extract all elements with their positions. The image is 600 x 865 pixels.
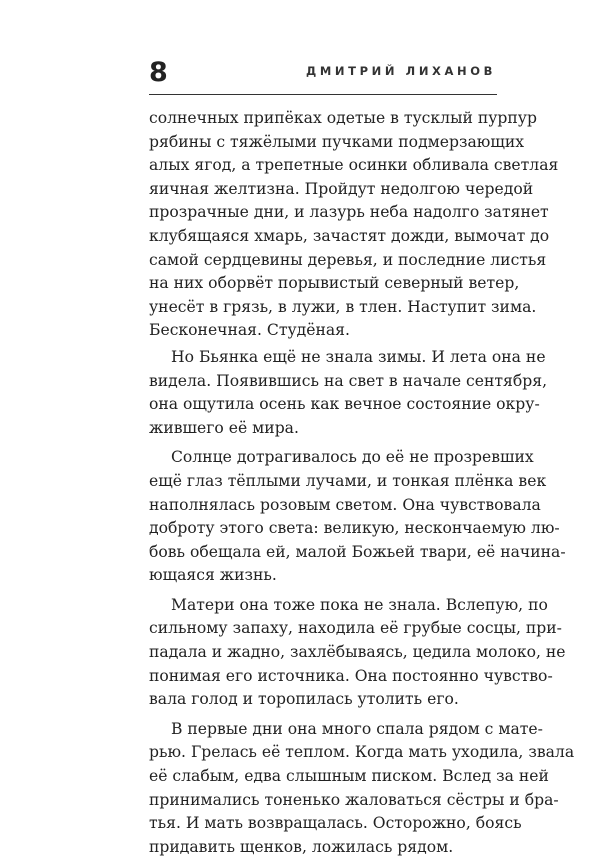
text-line: падала и жадно, захлёбываясь, цедила молоко, не — [149, 643, 566, 662]
text-line: жившего её мира. — [149, 418, 299, 437]
paragraph — [149, 718, 575, 860]
text-line: солнечных припёках одетые в тусклый пурпур — [149, 109, 537, 127]
text-line: на них оборвёт порывистый северный ветер, — [149, 274, 520, 293]
text-line: В первые дни она много спала рядом с мате- — [171, 719, 543, 738]
text-line: Бесконечная. Студёная. — [149, 321, 350, 340]
text-line: рью. Грелась её теплом. Когда мать уходила, звала — [149, 743, 575, 762]
text-line: прозрачные дни, и лазурь неба надолго затянет — [149, 203, 549, 222]
text-line: рябины с тяжёлыми пучками подмерзающих — [149, 132, 525, 151]
text-line: клубящаяся хмарь, зачастят дожди, вымочат до — [149, 226, 550, 245]
text-line: Солнце дотрагивалось до её не прозревших — [171, 448, 534, 467]
text-line: придавить щенков, ложилась рядом. — [149, 837, 454, 856]
text-line: самой сердцевины деревья, и последние листья — [149, 250, 547, 269]
text-body — [149, 107, 575, 865]
text-line: ющаяся жизнь. — [149, 566, 277, 585]
text-line: тья. И мать возвращалась. Осторожно, боясь — [149, 814, 522, 833]
text-line: доброту этого света: великую, нескончаемую лю- — [149, 519, 560, 538]
paragraph — [149, 594, 566, 712]
text-line: Матери она тоже пока не знала. Вслепую, по — [171, 595, 548, 614]
text-line: её слабым, едва слышным писком. Вслед за ней — [149, 767, 549, 786]
page-number: 8 — [149, 57, 168, 88]
text-line: видела. Появившись на свет в начале сентября, — [149, 371, 548, 390]
text-line: яичная желтизна. Пройдут недолгою чередой — [149, 179, 534, 198]
text-line: унесёт в грязь, в лужи, в тлен. Наступит зима. — [149, 297, 537, 316]
text-line: вала голод и торопилась утолить его. — [149, 690, 459, 709]
paragraph — [149, 446, 566, 588]
text-line: Но Бьянка ещё не знала зимы. И лета она не — [171, 347, 546, 366]
text-line: бовь обещала ей, малой Божьей твари, её начина- — [149, 542, 566, 561]
text-line: алых ягод, а трепетные осинки обливала светлая — [149, 156, 559, 175]
text-line: сильному запаху, находила её грубые сосцы, при- — [149, 619, 562, 638]
running-head: ДМИТРИЙ ЛИХАНОВ — [306, 64, 496, 78]
text-line: она ощутила осень как вечное состояние окру- — [149, 395, 540, 414]
header-rule — [149, 94, 497, 95]
paragraph — [149, 346, 548, 440]
text-line: принимались тоненько жаловаться сёстры и бра- — [149, 790, 559, 809]
paragraph — [149, 107, 559, 343]
text-line: ещё глаз тёплыми лучами, и тонкая плёнка век — [149, 471, 547, 490]
text-line: понимая его источника. Она постоянно чувство- — [149, 666, 553, 685]
text-line: наполнялась розовым светом. Она чувствовала — [149, 495, 541, 514]
